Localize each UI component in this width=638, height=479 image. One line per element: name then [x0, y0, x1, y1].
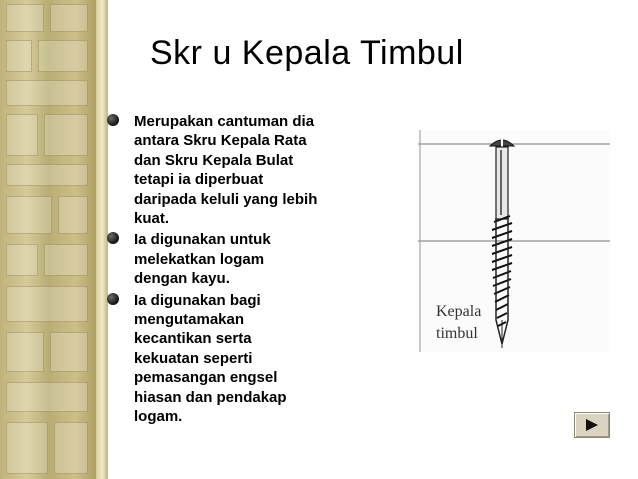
sidebar-tile	[6, 4, 44, 32]
sidebar-tile	[6, 40, 32, 72]
bullet-item	[104, 112, 374, 228]
sidebar-tile	[50, 332, 88, 372]
sidebar-tile	[50, 4, 88, 32]
bullet-item	[104, 230, 374, 288]
sidebar-tile	[54, 422, 88, 474]
bullet-text: Ia digunakan bagi mengutamakan kecantikan serta kekuatan seperti pemasangan engsel hiasan dan pendakap logam.	[134, 291, 287, 426]
figure-label: Kepala timbul	[436, 303, 482, 342]
next-slide-button[interactable]	[574, 412, 610, 438]
bullet-dot-icon	[107, 293, 119, 305]
decorative-sidebar	[0, 0, 108, 479]
sidebar-tile	[6, 196, 52, 234]
sidebar-tile	[44, 114, 88, 156]
sidebar-tile	[58, 196, 88, 234]
bullet-dot-icon	[107, 232, 119, 244]
sidebar-tile	[6, 164, 88, 186]
bullet-list	[104, 112, 374, 429]
sidebar-tile	[6, 422, 48, 474]
sidebar-tile	[38, 40, 88, 72]
sidebar-tile	[6, 332, 44, 372]
bullet-text: Merupakan cantuman dia antara Skru Kepala Rata dan Skru Kepala Bulat tetapi ia diperbuat daripada keluli yang lebih kuat.	[134, 113, 318, 228]
bullet-item	[104, 291, 374, 427]
play-next-icon	[584, 418, 600, 432]
sidebar-tile	[6, 114, 38, 156]
sidebar-tile	[6, 286, 88, 322]
bullet-text: Ia digunakan untuk melekatkan logam dengan kayu.	[134, 231, 271, 288]
bullet-dot-icon	[107, 114, 119, 126]
sidebar-tile	[6, 382, 88, 412]
sidebar-tile	[6, 80, 88, 106]
sidebar-tile	[6, 244, 38, 276]
sidebar-tile	[44, 244, 88, 276]
slide-title: Skr u Kepala Timbul	[150, 34, 464, 72]
